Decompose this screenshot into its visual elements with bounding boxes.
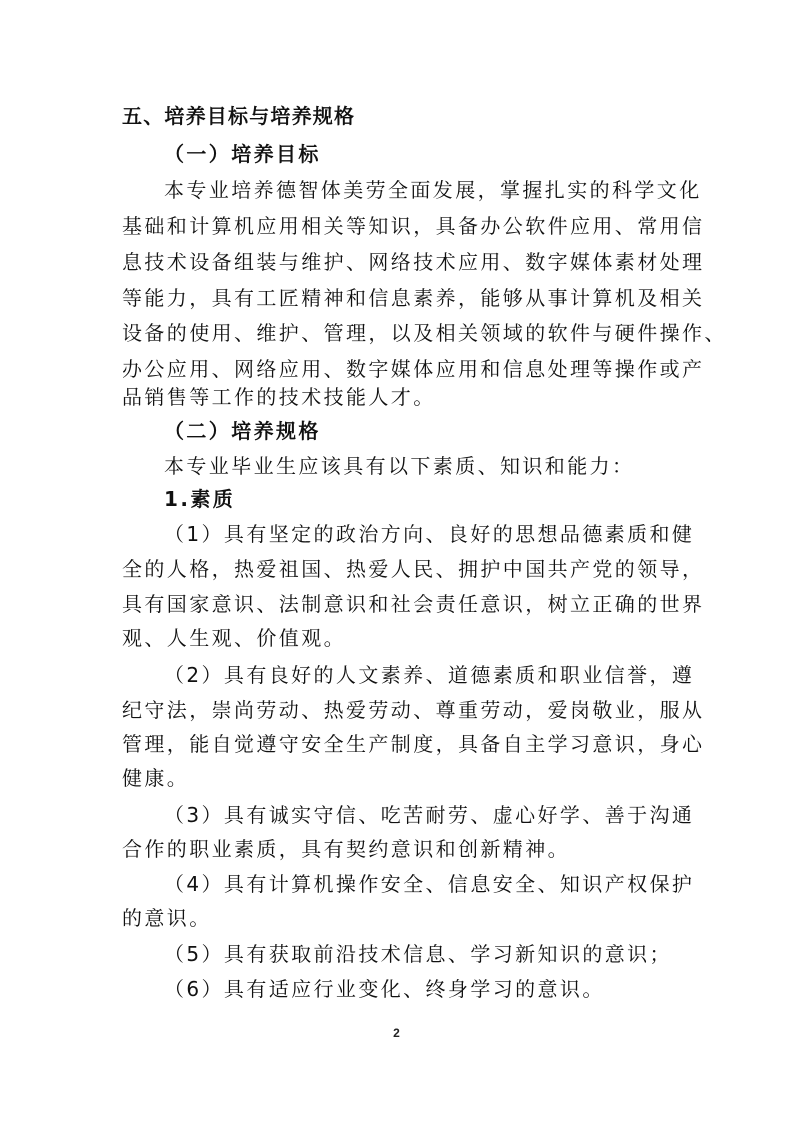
objective-paragraph-line: 基础和计算机应用相关等知识，具备办公软件应用、常用信 [122, 214, 705, 238]
quality-item-line: （1）具有坚定的政治方向、良好的思想品德素质和健 [164, 522, 695, 546]
objective-heading: （一）培养目标 [164, 142, 321, 166]
objective-paragraph-line: 设备的使用、维护、管理，以及相关领域的软件与硬件操作、 [122, 321, 727, 345]
quality-heading: 1.素质 [164, 487, 236, 511]
quality-item-line: 观、人生观、价值观。 [122, 626, 346, 650]
quality-item-line: 全的人格，热爱祖国、热爱人民、拥护中国共产党的领导， [122, 557, 705, 581]
objective-paragraph-line: 等能力，具有工匠精神和信息素养，能够从事计算机及相关 [122, 286, 705, 310]
quality-item-line: （5）具有获取前沿技术信息、学习新知识的意识； [164, 942, 672, 966]
objective-paragraph-line: 品销售等工作的技术技能人才。 [122, 385, 436, 409]
spec-intro: 本专业毕业生应该具有以下素质、知识和能力： [164, 454, 635, 478]
quality-item-line: 纪守法，崇尚劳动、热爱劳动、尊重劳动，爱岗敬业，服从 [122, 698, 705, 722]
quality-item-line: （3）具有诚实守信、吃苦耐劳、虚心好学、善于沟通 [164, 803, 695, 827]
quality-item-line: （4）具有计算机操作安全、信息安全、知识产权保护 [164, 872, 695, 896]
objective-paragraph-line: 本专业培养德智体美劳全面发展，掌握扎实的科学文化 [164, 178, 702, 202]
quality-item-line: （2）具有良好的人文素养、道德素质和职业信誉，遵 [164, 663, 695, 687]
quality-item-line: 合作的职业素质，具有契约意识和创新精神。 [122, 837, 570, 861]
objective-paragraph-line: 息技术设备组装与维护、网络技术应用、数字媒体素材处理 [122, 250, 705, 274]
objective-paragraph-line: 办公应用、网络应用、数字媒体应用和信息处理等操作或产 [122, 357, 705, 381]
section-title: 五、培养目标与培养规格 [122, 104, 356, 128]
quality-item-line: 的意识。 [122, 906, 212, 930]
page-number: 2 [393, 1026, 400, 1040]
quality-item-line: 健康。 [122, 766, 190, 790]
quality-item-line: （6）具有适应行业变化、终身学习的意识。 [164, 977, 605, 1001]
quality-item-line: 管理，能自觉遵守安全生产制度，具备自主学习意识，身心 [122, 732, 705, 756]
quality-item-line: 具有国家意识、法制意识和社会责任意识，树立正确的世界 [122, 592, 705, 616]
spec-heading: （二）培养规格 [164, 419, 321, 443]
